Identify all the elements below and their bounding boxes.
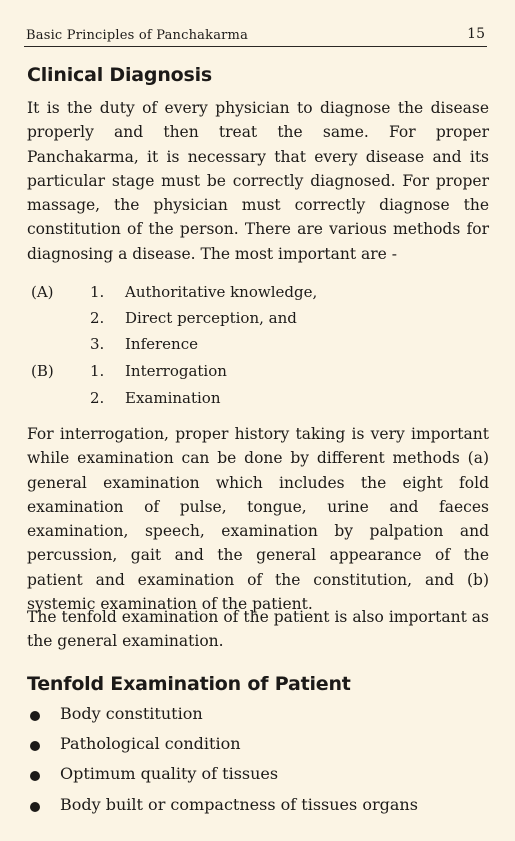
bullet-text: Body constitution [60,704,203,723]
bullet-icon [30,711,40,721]
bullet-icon [30,771,40,781]
list-item [31,335,451,359]
list-group-label: (B) [31,362,54,380]
list-item [31,309,451,333]
list-item [31,362,451,386]
list-number: 2. [90,309,105,327]
list-text: Inference [125,335,199,353]
list-text: Examination [125,389,221,407]
list-number: 2. [90,389,105,407]
page-header [24,24,487,47]
list-item [30,764,470,788]
running-title: Basic Principles of Panchakarma [26,28,249,43]
section-heading-tenfold-examination: Tenfold Examination of Patient [27,673,351,695]
list-item [31,389,451,413]
list-group-label: (A) [31,283,54,301]
bullet-icon [30,741,40,751]
section-heading-clinical-diagnosis: Clinical Diagnosis [27,64,213,86]
bullet-text: Optimum quality of tissues [60,764,279,783]
list-item [31,283,451,307]
list-number: 3. [90,335,105,353]
list-text: Authoritative knowledge, [125,283,318,301]
interrogation-paragraph: For interrogation, proper history taking is very important while examination can be done by different methods (a) general examination which includes the eight fold examination of pulse, tongue, urine and faeces examination, speech, examination by palpation and percussion, gait and the general appearance of the patient and examination of the constitution, and (b) systemic examination of the patient. [27,425,489,614]
list-number: 1. [90,362,105,380]
intro-paragraph: It is the duty of every physician to diagnose the disease properly and then treat the same. For proper Panchakarma, it is necessary that every disease and its particular stage must be correctly diagnosed. For proper massage, the physician must correctly diagnose the constitution of the person. There are various methods for diagnosing a disease. The most important are - [27,99,489,263]
bullet-icon [30,802,40,812]
tenfold-paragraph: The tenfold examination of the patient is also important as the general examination. [27,608,489,651]
bullet-text: Pathological condition [60,734,241,753]
list-item [30,795,470,819]
list-text: Direct perception, and [125,309,297,327]
list-number: 1. [90,283,105,301]
list-text: Interrogation [125,362,227,380]
bullet-text: Body built or compactness of tissues organs [60,795,418,814]
page-number: 15 [467,26,485,42]
list-item [30,734,470,758]
list-item [30,704,470,728]
